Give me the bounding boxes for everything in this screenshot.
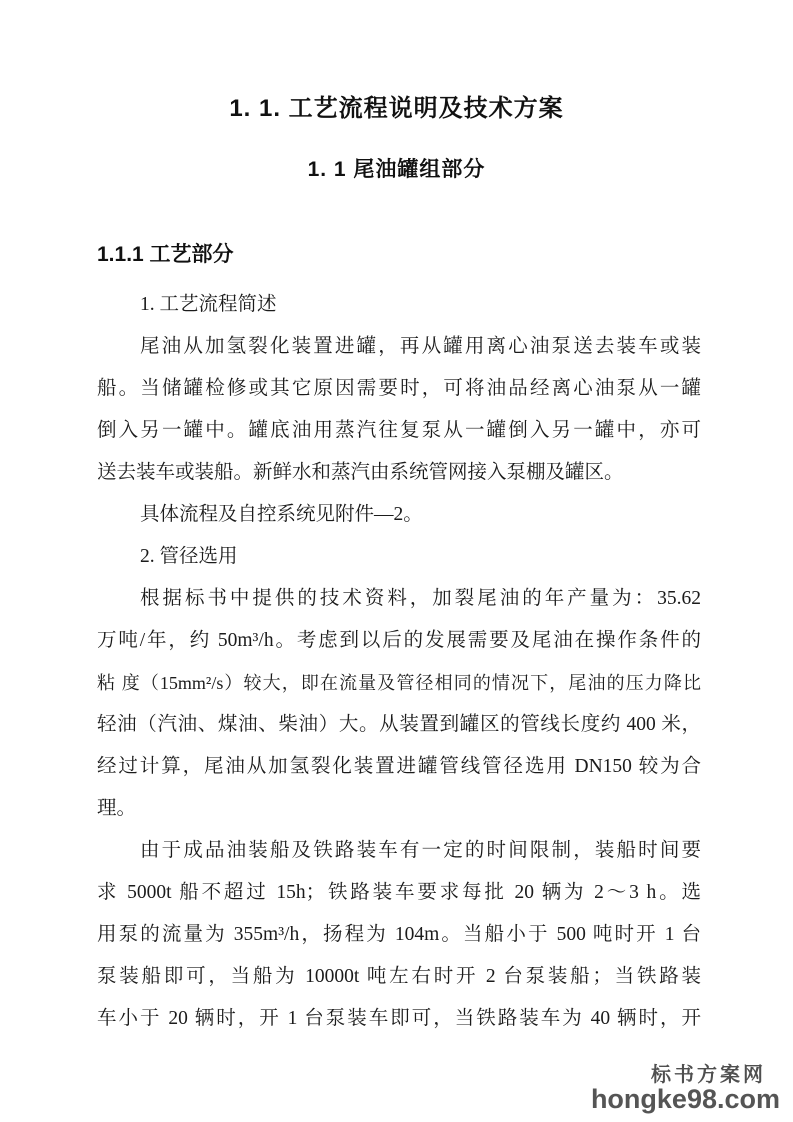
body-line: 泵装船即可，当船为 10000t 吨左右时开 2 台泵装船；当铁路装 [97,966,701,987]
document-title: 1. 1. 工艺流程说明及技术方案 [229,95,564,122]
body-line: 1. 工艺流程简述 [140,294,277,315]
body-line: 粘 度（15mm²/s）较大，即在流量及管径相同的情况下，尾油的压力降比 [97,673,701,693]
body-text [97,284,701,1040]
document-subtitle: 1. 1 尾油罐组部分 [307,158,486,181]
body-line: 由于成品油装船及铁路装车有一定的时间限制，装船时间要 [140,840,701,861]
section-heading: 1.1.1 工艺部分 [97,243,234,266]
body-line: 万吨/年，约 50m³/h。考虑到以后的发展需要及尾油在操作条件的 [97,630,701,651]
body-line: 尾油从加氢裂化装置进罐，再从罐用离心油泵送去装车或装 [140,336,701,357]
body-line: 2. 管径选用 [140,546,238,567]
body-line: 送去装车或装船。新鲜水和蒸汽由系统管网接入泵棚及罐区。 [97,462,624,483]
body-line: 经过计算，尾油从加氢裂化装置进罐管线管径选用 DN150 较为合 [97,756,701,777]
body-line: 根据标书中提供的技术资料，加裂尾油的年产量为：35.62 [140,588,701,609]
body-line: 倒入另一罐中。罐底油用蒸汽往复泵从一罐倒入另一罐中，亦可 [97,420,701,441]
body-line: 具体流程及自控系统见附件—2。 [140,504,423,525]
watermark-site-url: hongke98.com [590,1084,780,1114]
body-line: 求 5000t 船不超过 15h；铁路装车要求每批 20 辆为 2～3 h。选 [97,882,701,903]
body-line: 理。 [97,798,137,819]
body-line: 用泵的流量为 355m³/h，扬程为 104m。当船小于 500 吨时开 1 台 [97,924,701,945]
site-watermark [591,1064,780,1112]
body-line: 轻油（汽油、煤油、柴油）大。从装置到罐区的管线长度约 400 米， [97,714,701,735]
body-line: 船。当储罐检修或其它原因需要时，可将油品经离心油泵从一罐 [97,378,701,399]
body-line: 车小于 20 辆时，开 1 台泵装车即可，当铁路装车为 40 辆时，开 [97,1008,701,1029]
watermark-site-name: 标书方案网 [651,1064,766,1086]
